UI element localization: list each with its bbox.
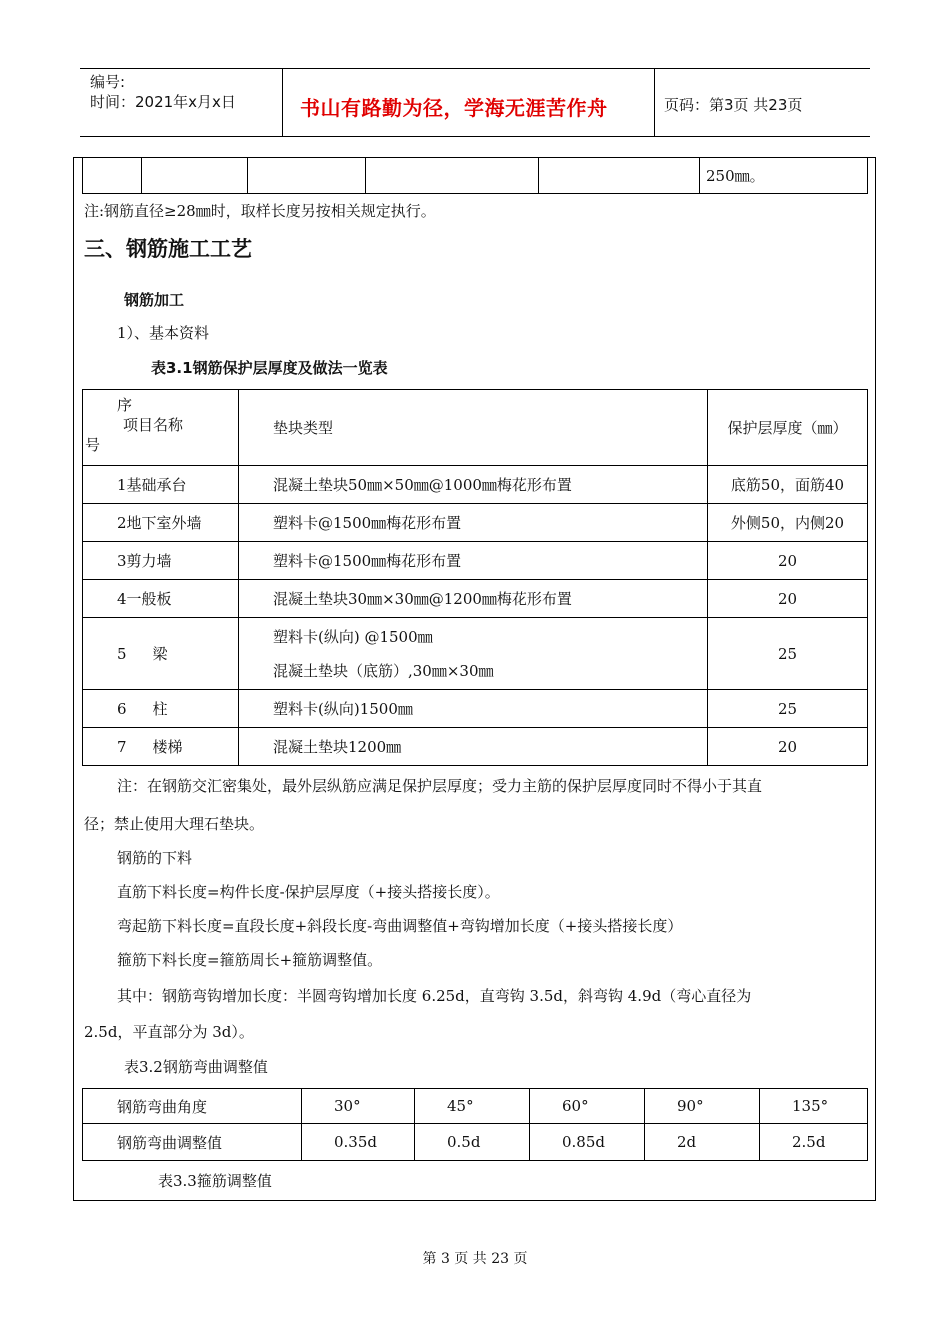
value-cell: 0.5d: [415, 1124, 530, 1161]
header-page-info: 页码：第3页 共23页: [664, 96, 803, 114]
row-thickness: 20: [708, 580, 868, 618]
header-seq-a: 序: [117, 396, 133, 414]
table-cell: [248, 158, 366, 194]
hook-note-line-2: 2.5d，平直部分为 3d）。: [84, 1023, 254, 1041]
row-name-cell: [83, 542, 239, 580]
note-cover-line-2: 径；禁止使用大理石垫块。: [84, 815, 265, 833]
row-type: 混凝土垫块50㎜×50㎜@1000㎜梅花形布置: [239, 466, 708, 504]
table32-caption: 表3.2钢筋弯曲调整值: [124, 1058, 268, 1076]
header-seq-b: 号: [85, 436, 101, 454]
value-cell: 0.85d: [530, 1124, 645, 1161]
value-cell: 2.5d: [760, 1124, 868, 1161]
note-cover-line-1: 注：在钢筋交汇密集处，最外层纵筋应满足保护层厚度；受力主筋的保护层厚度同时不得小于其直: [117, 777, 763, 795]
table-row: [83, 690, 868, 728]
row-name-cell: [83, 728, 239, 766]
table31-caption: 表3.1钢筋保护层厚度及做法一览表: [151, 359, 388, 377]
table-row: [83, 618, 868, 690]
row-no: 4: [117, 590, 127, 608]
table-cell: [142, 158, 248, 194]
row-name: 柱: [152, 700, 168, 718]
row-type: 塑料卡@1500㎜梅花形布置: [239, 542, 708, 580]
formula-bent: 弯起筋下料长度=直段长度+斜段长度-弯曲调整值+弯钩增加长度（+接头搭接长度）: [117, 917, 683, 935]
header-bottom-rule: [80, 136, 870, 137]
row-label: 钢筋弯曲调整值: [83, 1124, 302, 1161]
table33-caption: 表3.3箍筋调整值: [158, 1172, 272, 1190]
basic-info-label: 1）、基本资料: [117, 324, 210, 342]
row-name-cell: [83, 618, 239, 690]
bend-adjustment-table: [82, 1088, 868, 1161]
note-sample-length: 注:钢筋直径≥28㎜时，取样长度另按相关规定执行。: [84, 202, 436, 220]
row-no: 7: [117, 738, 127, 756]
table-cell: [83, 158, 142, 194]
table-row: [83, 504, 868, 542]
row-name: 剪力墙: [126, 552, 172, 570]
row-no: 6: [117, 700, 127, 718]
page-footer: 第 3 页 共 23 页: [422, 1251, 528, 1267]
value-cell: 0.35d: [302, 1124, 415, 1161]
header-type: 垫块类型: [239, 390, 708, 466]
angle-cell: 135°: [760, 1089, 868, 1124]
header-motto: 书山有路勤为径，学海无涯苦作舟: [300, 96, 608, 120]
row-no: 1: [117, 476, 127, 494]
cover-thickness-table: [82, 389, 868, 766]
header-top-rule: [80, 68, 870, 69]
row-no: 5: [117, 645, 127, 663]
row-name-cell: [83, 504, 239, 542]
formula-stirrup: 箍筋下料长度=箍筋周长+箍筋调整值。: [117, 951, 383, 969]
row-thickness: 底筋50，面筋40: [708, 466, 868, 504]
row-label: 钢筋弯曲角度: [83, 1089, 302, 1124]
section-title: 三、钢筋施工工艺: [84, 237, 252, 261]
table-row: [83, 1089, 868, 1124]
row-type-line-2: 混凝土垫块（底筋）,30㎜×30㎜: [273, 661, 494, 680]
row-thickness: 25: [708, 618, 868, 690]
header-left-block: [90, 72, 236, 112]
header-seq-name: [83, 390, 239, 466]
table-header-row: [83, 390, 868, 466]
row-type-multiline: [239, 618, 708, 690]
header-name: 项目名称: [123, 416, 184, 434]
angle-cell: 45°: [415, 1089, 530, 1124]
row-name-cell: [83, 466, 239, 504]
row-name: 楼梯: [152, 738, 183, 756]
hook-note-line-1: 其中：钢筋弯钩增加长度：半圆弯钩增加长度 6.25d，直弯钩 3.5d，斜弯钩 4.9d（弯心直径为: [117, 987, 752, 1005]
header-thickness: 保护层厚度（㎜）: [708, 390, 868, 466]
table-row: [83, 580, 868, 618]
continued-table: [82, 157, 868, 194]
row-no: 2: [117, 514, 127, 532]
row-type: 塑料卡(纵向)1500㎜: [239, 690, 708, 728]
table-cell-last: 250㎜。: [700, 158, 868, 194]
subsection-title: 钢筋加工: [124, 291, 185, 309]
row-name: 一般板: [126, 590, 172, 608]
row-name: 基础承台: [126, 476, 187, 494]
table-cell: [539, 158, 700, 194]
row-type: 混凝土垫块1200㎜: [239, 728, 708, 766]
header-divider-2: [654, 68, 655, 136]
row-name: 地下室外墙: [126, 514, 202, 532]
cutting-title: 钢筋的下料: [117, 849, 193, 867]
header-number-label: 编号:: [90, 73, 126, 91]
row-type: 混凝土垫块30㎜×30㎜@1200㎜梅花形布置: [239, 580, 708, 618]
row-name-cell: [83, 690, 239, 728]
row-thickness: 25: [708, 690, 868, 728]
row-name-cell: [83, 580, 239, 618]
table-row: [83, 728, 868, 766]
table-row: [83, 466, 868, 504]
formula-straight: 直筋下料长度=构件长度-保护层厚度（+接头搭接长度）。: [117, 883, 500, 901]
table-row: [83, 1124, 868, 1161]
row-type: 塑料卡@1500㎜梅花形布置: [239, 504, 708, 542]
table-cell: [366, 158, 539, 194]
row-no: 3: [117, 552, 127, 570]
row-thickness: 20: [708, 728, 868, 766]
row-thickness: 外侧50，内侧20: [708, 504, 868, 542]
angle-cell: 30°: [302, 1089, 415, 1124]
header-date: 时间：2021年x月x日: [90, 93, 236, 111]
angle-cell: 90°: [645, 1089, 760, 1124]
row-type-line-1: 塑料卡(纵向) @1500㎜: [273, 627, 433, 646]
header-divider-1: [282, 68, 283, 136]
angle-cell: 60°: [530, 1089, 645, 1124]
table-row: [83, 542, 868, 580]
row-name: 梁: [152, 645, 168, 663]
value-cell: 2d: [645, 1124, 760, 1161]
row-thickness: 20: [708, 542, 868, 580]
